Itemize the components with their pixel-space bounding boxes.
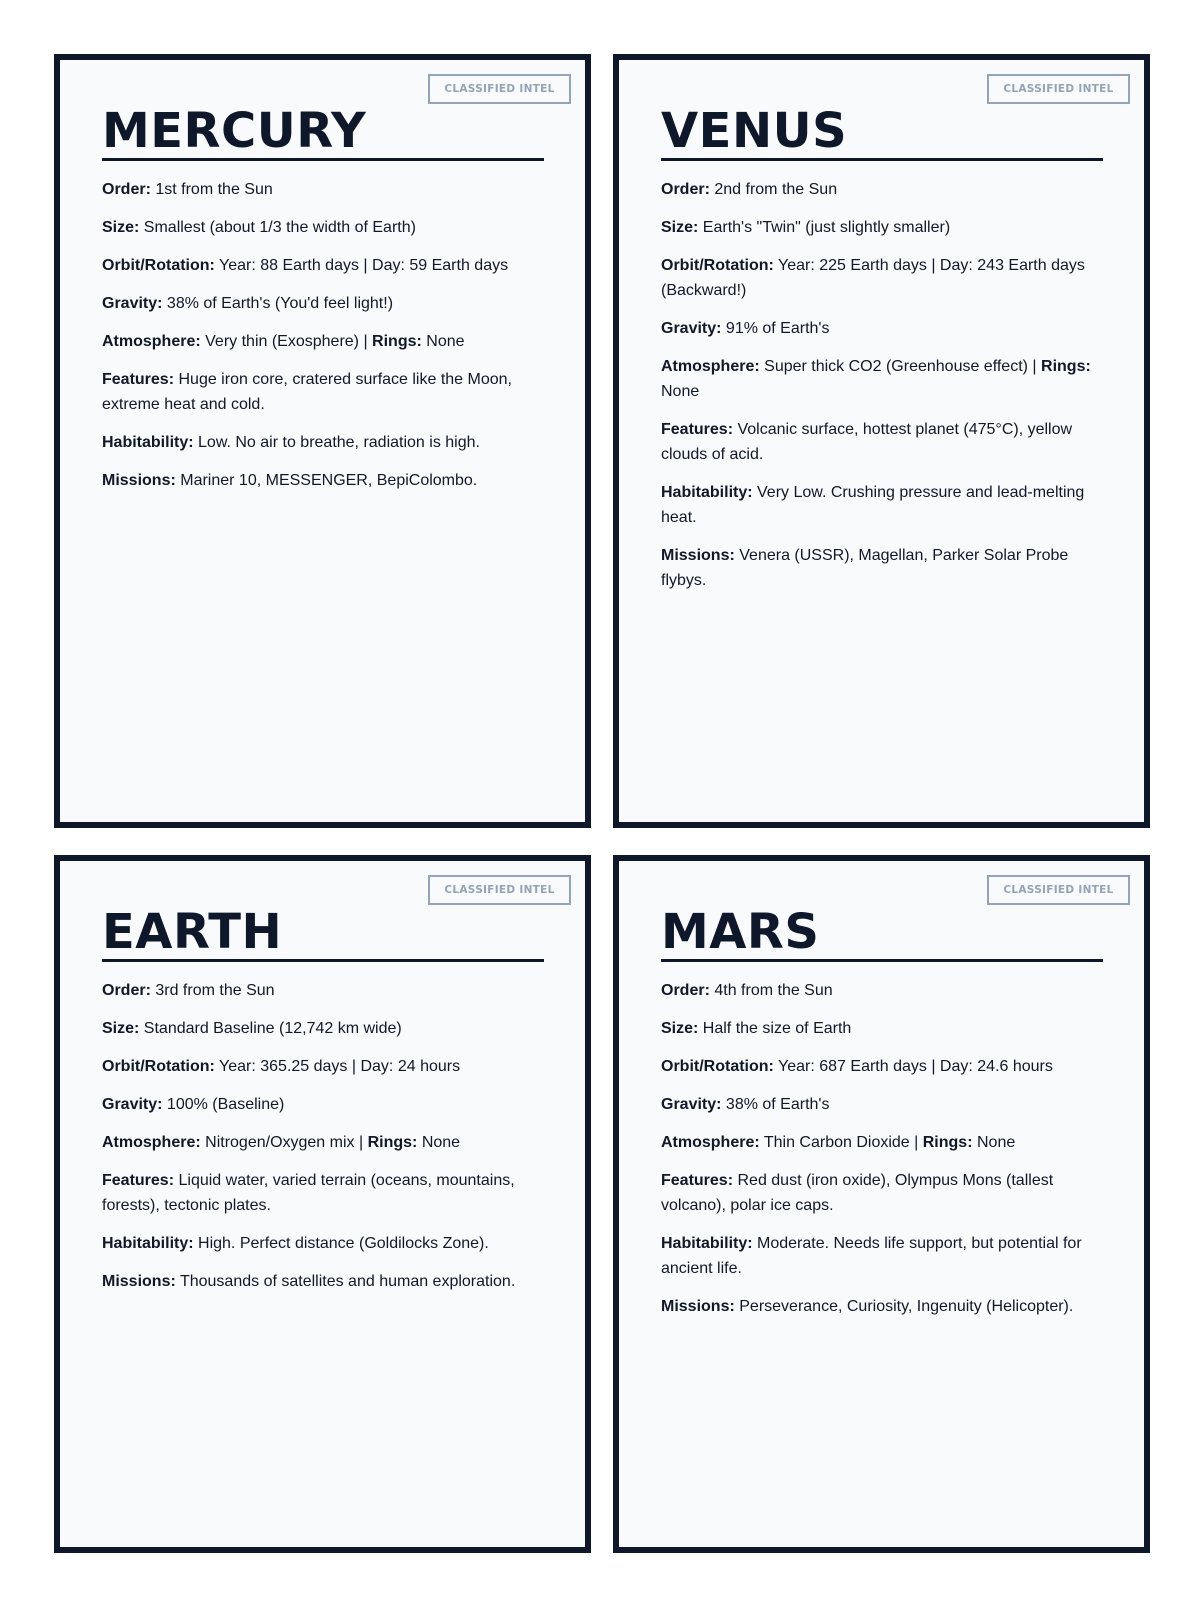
fact-value: Volcanic surface, hottest planet (475°C), yellow clouds of acid. — [661, 421, 1073, 464]
fact-missions — [102, 468, 548, 493]
fact-label: Missions: — [102, 472, 176, 490]
fact-label: Size: — [102, 1020, 140, 1038]
fact-label: Size: — [661, 1020, 699, 1038]
fact-label: Orbit/Rotation: — [661, 257, 774, 275]
classified-stamp: CLASSIFIED INTEL — [987, 74, 1130, 104]
planet-card-grid — [54, 54, 1150, 1553]
fact-label: Gravity: — [661, 320, 722, 338]
fact-features — [661, 1168, 1107, 1218]
fact-atmosphere — [661, 1130, 1107, 1155]
fact-value: Huge iron core, cratered surface like the Moon, extreme heat and cold. — [102, 371, 512, 414]
fact-value: Half the size of Earth — [702, 1020, 852, 1038]
fact-size — [661, 1016, 1107, 1041]
fact-value: None — [421, 1134, 461, 1152]
fact-value: Year: 225 Earth days | Day: 243 Earth days (Backward!) — [661, 257, 1085, 300]
fact-value: 100% (Baseline) — [166, 1096, 285, 1114]
fact-value: Moderate. Needs life support, but potential for ancient life. — [661, 1235, 1082, 1278]
fact-atmosphere — [102, 329, 548, 354]
fact-label: Habitability: — [661, 1235, 753, 1253]
fact-value: None — [661, 383, 700, 401]
fact-size — [102, 215, 548, 240]
fact-value: Standard Baseline (12,742 km wide) — [143, 1020, 402, 1038]
fact-value: Very thin (Exosphere) | — [205, 333, 368, 351]
fact-atmosphere — [661, 354, 1107, 404]
planet-facts — [661, 177, 1107, 593]
fact-label: Habitability: — [102, 434, 194, 452]
fact-value: Super thick CO2 (Greenhouse effect) | — [764, 358, 1037, 376]
classified-stamp: CLASSIFIED INTEL — [987, 875, 1130, 905]
fact-label: Missions: — [102, 1273, 176, 1291]
planet-name: VENUS — [661, 106, 1103, 161]
fact-label: Atmosphere: — [102, 1134, 201, 1152]
fact-value: Low. No air to breathe, radiation is high. — [198, 434, 480, 452]
planet-facts — [661, 978, 1107, 1319]
fact-value: 38% of Earth's (You'd feel light!) — [166, 295, 394, 313]
fact-habitability — [661, 480, 1107, 530]
fact-value: Mariner 10, MESSENGER, BepiColombo. — [180, 472, 478, 490]
fact-value: 91% of Earth's — [725, 320, 830, 338]
fact-value: Year: 365.25 days | Day: 24 hours — [219, 1058, 461, 1076]
fact-value: Very Low. Crushing pressure and lead-melting heat. — [661, 484, 1085, 527]
planet-name: MARS — [661, 907, 1103, 962]
classified-stamp: CLASSIFIED INTEL — [428, 74, 571, 104]
fact-features — [102, 367, 548, 417]
fact-orbit — [102, 253, 548, 278]
fact-label: Order: — [661, 982, 710, 1000]
fact-label: Rings: — [367, 1134, 418, 1152]
planet-card-mercury — [54, 54, 591, 828]
fact-features — [661, 417, 1107, 467]
fact-value: 3rd from the Sun — [155, 982, 275, 1000]
fact-label: Order: — [661, 181, 710, 199]
fact-orbit — [661, 1054, 1107, 1079]
fact-orbit — [661, 253, 1107, 303]
fact-order — [102, 978, 548, 1003]
fact-label: Features: — [102, 371, 175, 389]
fact-value: Thousands of satellites and human exploration. — [179, 1273, 516, 1291]
fact-label: Missions: — [661, 1298, 735, 1316]
fact-label: Rings: — [1041, 358, 1091, 376]
planet-card-venus — [613, 54, 1150, 828]
fact-value: Venera (USSR), Magellan, Parker Solar Probe flybys. — [661, 547, 1069, 590]
fact-value: None — [976, 1134, 1016, 1152]
fact-value: 2nd from the Sun — [714, 181, 838, 199]
planet-facts — [102, 978, 548, 1294]
fact-gravity — [102, 1092, 548, 1117]
fact-features — [102, 1168, 548, 1218]
fact-label: Orbit/Rotation: — [661, 1058, 774, 1076]
classified-stamp: CLASSIFIED INTEL — [428, 875, 571, 905]
fact-label: Habitability: — [102, 1235, 194, 1253]
fact-label: Features: — [661, 421, 734, 439]
planet-facts — [102, 177, 548, 493]
fact-size — [102, 1016, 548, 1041]
fact-habitability — [661, 1231, 1107, 1281]
fact-habitability — [102, 430, 548, 455]
fact-label: Size: — [102, 219, 140, 237]
planet-name: MERCURY — [102, 106, 544, 161]
fact-size — [661, 215, 1107, 240]
fact-label: Orbit/Rotation: — [102, 257, 215, 275]
fact-value: High. Perfect distance (Goldilocks Zone). — [198, 1235, 489, 1253]
fact-label: Order: — [102, 181, 151, 199]
fact-value: Thin Carbon Dioxide | — [763, 1134, 919, 1152]
fact-order — [661, 177, 1107, 202]
fact-atmosphere — [102, 1130, 548, 1155]
planet-name: EARTH — [102, 907, 544, 962]
fact-value: Nitrogen/Oxygen mix | — [205, 1134, 364, 1152]
fact-gravity — [102, 291, 548, 316]
fact-label: Rings: — [922, 1134, 973, 1152]
fact-gravity — [661, 1092, 1107, 1117]
fact-value: Earth's "Twin" (just slightly smaller) — [702, 219, 951, 237]
fact-value: Year: 88 Earth days | Day: 59 Earth days — [219, 257, 509, 275]
fact-label: Atmosphere: — [661, 358, 760, 376]
fact-value: 38% of Earth's — [725, 1096, 830, 1114]
planet-card-mars — [613, 855, 1150, 1553]
fact-habitability — [102, 1231, 548, 1256]
fact-value: Perseverance, Curiosity, Ingenuity (Helicopter). — [739, 1298, 1074, 1316]
fact-label: Missions: — [661, 547, 735, 565]
fact-label: Size: — [661, 219, 699, 237]
fact-value: 4th from the Sun — [714, 982, 833, 1000]
fact-label: Gravity: — [102, 295, 163, 313]
fact-label: Gravity: — [661, 1096, 722, 1114]
fact-label: Habitability: — [661, 484, 753, 502]
fact-label: Atmosphere: — [661, 1134, 760, 1152]
fact-value: 1st from the Sun — [155, 181, 273, 199]
fact-label: Gravity: — [102, 1096, 163, 1114]
fact-label: Orbit/Rotation: — [102, 1058, 215, 1076]
fact-order — [661, 978, 1107, 1003]
fact-value: Liquid water, varied terrain (oceans, mountains, forests), tectonic plates. — [102, 1172, 515, 1215]
fact-label: Features: — [102, 1172, 175, 1190]
fact-value: None — [426, 333, 465, 351]
fact-label: Features: — [661, 1172, 734, 1190]
fact-value: Smallest (about 1/3 the width of Earth) — [143, 219, 416, 237]
fact-orbit — [102, 1054, 548, 1079]
fact-value: Year: 687 Earth days | Day: 24.6 hours — [778, 1058, 1053, 1076]
fact-order — [102, 177, 548, 202]
fact-gravity — [661, 316, 1107, 341]
planet-card-earth — [54, 855, 591, 1553]
fact-label: Rings: — [372, 333, 422, 351]
fact-missions — [102, 1269, 548, 1294]
fact-label: Order: — [102, 982, 151, 1000]
fact-value: Red dust (iron oxide), Olympus Mons (tallest volcano), polar ice caps. — [661, 1172, 1054, 1215]
fact-missions — [661, 1294, 1107, 1319]
fact-label: Atmosphere: — [102, 333, 201, 351]
fact-missions — [661, 543, 1107, 593]
